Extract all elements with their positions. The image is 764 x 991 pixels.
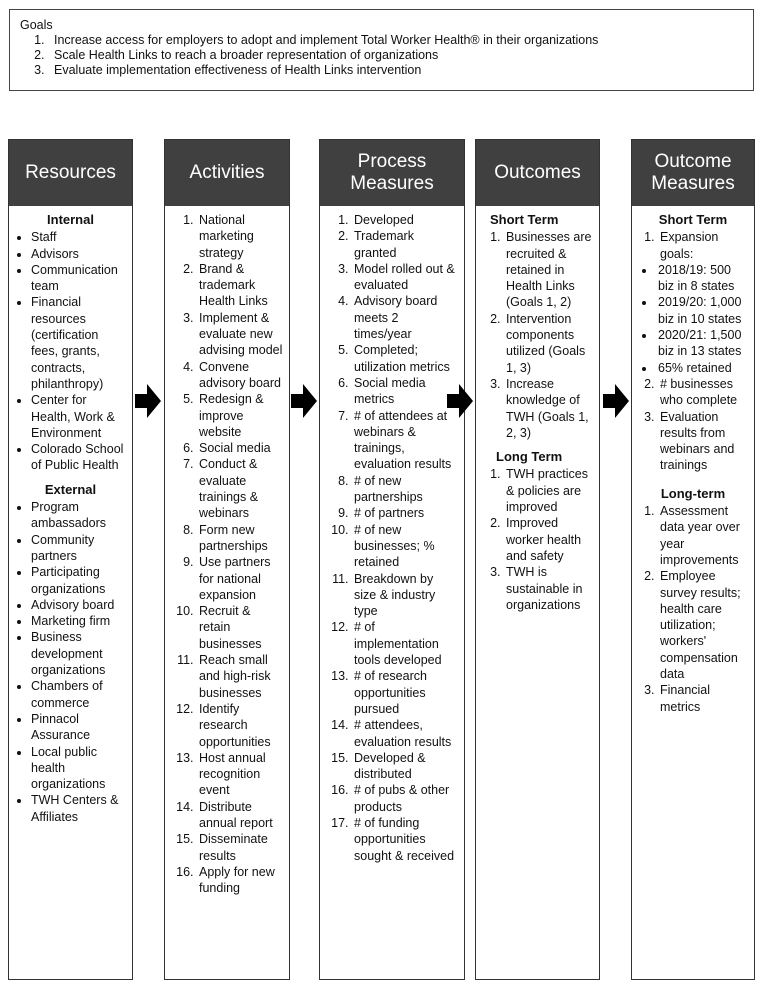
om-short-title: Short Term	[658, 212, 728, 227]
activities-body	[165, 206, 289, 896]
process-measure-item: 4. Advisory board meets 2 times/year	[352, 293, 458, 342]
internal-resource-item: • Financial resources (certification fees, grants, contracts, philanthropy)	[31, 294, 126, 392]
external-resource-item: • Participating organizations	[31, 564, 126, 597]
process-measure-item: 15. Developed & distributed	[352, 750, 458, 783]
external-resource-item: • Pinnacol Assurance	[31, 711, 126, 744]
om-long-item: 2. Employee survey results; health care utilization; workers' compensation data	[658, 568, 748, 682]
om-short-item	[658, 229, 748, 376]
process-measures-header	[320, 140, 464, 206]
activity-item: 16. Apply for new funding	[197, 864, 283, 897]
process-measure-item: 17. # of funding opportunities sought & received	[352, 815, 458, 864]
outcome-short-item: 2. Intervention components utilized (Goals 1, 3)	[504, 311, 593, 376]
process-measures-list	[326, 212, 458, 864]
om-long-title: Long-term	[660, 485, 726, 501]
outcomes-body	[476, 206, 599, 613]
process-measure-item: 12. # of implementation tools developed	[352, 619, 458, 668]
process-measure-item: 8. # of new partnerships	[352, 473, 458, 506]
outcome-measures-column	[631, 139, 755, 980]
om-expansion-list	[640, 262, 748, 376]
arrow-right-icon	[291, 384, 317, 418]
process-measure-item: 13. # of research opportunities pursued	[352, 668, 458, 717]
internal-resource-item: • Colorado School of Public Health	[31, 441, 126, 474]
process-measure-item: 10. # of new businesses; % retained	[352, 522, 458, 571]
process-measure-item: 9. # of partners	[352, 505, 458, 521]
internal-resource-item: • Center for Health, Work & Environment	[31, 392, 126, 441]
goal-item: 3. Evaluate implementation effectiveness of Health Links intervention	[48, 63, 743, 78]
om-header-line1: Outcome	[654, 151, 732, 172]
outcome-long-item: 2. Improved worker health and safety	[504, 515, 593, 564]
om-expansion-item: • 2019/20: 1,000 biz in 10 states	[656, 294, 748, 327]
outcomes-header: Outcomes	[476, 140, 599, 206]
external-resource-item: • Business development organizations	[31, 629, 126, 678]
activity-item: 2. Brand & trademark Health Links	[197, 261, 283, 310]
external-resource-item: • TWH Centers & Affiliates	[31, 792, 126, 825]
goals-title: Goals	[20, 18, 53, 32]
outcomes-column	[475, 139, 600, 980]
arrow-right-icon	[135, 384, 161, 418]
activity-item: 5. Redesign & improve website	[197, 391, 283, 440]
internal-resource-item: • Staff	[31, 229, 126, 245]
outcomes-long-title: Long Term	[496, 449, 563, 465]
internal-list	[15, 229, 126, 473]
om-short-list	[638, 229, 748, 473]
goals-list	[20, 33, 743, 78]
process-measure-item: 6. Social media metrics	[352, 375, 458, 408]
external-resource-item: • Advisory board	[31, 597, 126, 613]
resources-body	[9, 206, 132, 825]
process-header-line1: Process	[357, 151, 427, 172]
outcomes-short-title: Short Term	[490, 212, 559, 227]
activities-list	[171, 212, 283, 896]
resources-header: Resources	[9, 140, 132, 206]
om-expansion-item: • 2020/21: 1,500 biz in 13 states	[656, 327, 748, 360]
process-measures-column	[319, 139, 465, 980]
activities-header: Activities	[165, 140, 289, 206]
om-long-item: 3. Financial metrics	[658, 682, 748, 715]
om-long-item: 1. Assessment data year over year improvements	[658, 503, 748, 568]
arrow-right-icon	[447, 384, 473, 418]
process-measure-item: 16. # of pubs & other products	[352, 782, 458, 815]
activity-item: 13. Host annual recognition event	[197, 750, 283, 799]
process-measure-item: 1. Developed	[352, 212, 458, 228]
external-resource-item: • Program ambassadors	[31, 499, 126, 532]
om-header-line2: Measures	[651, 173, 735, 194]
activity-item: 12. Identify research opportunities	[197, 701, 283, 750]
activity-item: 15. Disseminate results	[197, 831, 283, 864]
process-measure-item: 5. Completed; utilization metrics	[352, 342, 458, 375]
process-measure-item: 2. Trademark granted	[352, 228, 458, 261]
outcome-short-item: 1. Businesses are recruited & retained in Health Links (Goals 1, 2)	[504, 229, 593, 310]
activity-item: 14. Distribute annual report	[197, 799, 283, 832]
outcome-measures-header	[632, 140, 754, 206]
outcome-long-item: 3. TWH is sustainable in organizations	[504, 564, 593, 613]
activity-item: 8. Form new partnerships	[197, 522, 283, 555]
activity-item: 6. Social media	[197, 440, 283, 456]
om-long-list	[638, 503, 748, 715]
internal-resource-item: • Communication team	[31, 262, 126, 295]
process-header-line2: Measures	[350, 173, 434, 194]
outcome-long-item: 1. TWH practices & policies are improved	[504, 466, 593, 515]
activity-item: 7. Conduct & evaluate trainings & webinars	[197, 456, 283, 521]
activity-item: 9. Use partners for national expansion	[197, 554, 283, 603]
outcome-short-item: 3. Increase knowledge of TWH (Goals 1, 2, 3)	[504, 376, 593, 441]
outcome-measures-body	[632, 206, 754, 715]
goal-item: 2. Scale Health Links to reach a broader representation of organizations	[48, 48, 743, 63]
external-resource-item: • Local public health organizations	[31, 744, 126, 793]
activity-item: 1. National marketing strategy	[197, 212, 283, 261]
activity-item: 3. Implement & evaluate new advising model	[197, 310, 283, 359]
activities-column	[164, 139, 290, 980]
activity-item: 4. Convene advisory board	[197, 359, 283, 392]
goals-box	[9, 9, 754, 91]
external-resource-item: • Community partners	[31, 532, 126, 565]
external-resource-item: • Marketing firm	[31, 613, 126, 629]
om-expansion: Expansion goals:	[660, 230, 719, 261]
activity-item: 10. Recruit & retain businesses	[197, 603, 283, 652]
om-short-item: 3. Evaluation results from webinars and trainings	[658, 409, 748, 474]
external-list	[15, 499, 126, 825]
process-measure-item: 7. # of attendees at webinars & trainings, evaluation results	[352, 408, 458, 473]
activity-item: 11. Reach small and high-risk businesses	[197, 652, 283, 701]
resources-column	[8, 139, 133, 980]
arrow-right-icon	[603, 384, 629, 418]
om-expansion-item: • 2018/19: 500 biz in 8 states	[656, 262, 748, 295]
om-short-item: 2. # businesses who complete	[658, 376, 748, 409]
external-resource-item: • Chambers of commerce	[31, 678, 126, 711]
goal-item: 1. Increase access for employers to adopt and implement Total Worker Health® in their organizations	[48, 33, 743, 48]
outcomes-long-list	[482, 466, 593, 613]
outcomes-short-list	[482, 229, 593, 441]
process-measure-item: 3. Model rolled out & evaluated	[352, 261, 458, 294]
external-title: External	[44, 481, 97, 497]
process-measure-item: 11. Breakdown by size & industry type	[352, 571, 458, 620]
process-measures-body	[320, 206, 464, 864]
process-measure-item: 14. # attendees, evaluation results	[352, 717, 458, 750]
internal-title: Internal	[47, 212, 94, 227]
om-expansion-item: • 65% retained	[656, 360, 748, 376]
internal-resource-item: • Advisors	[31, 246, 126, 262]
